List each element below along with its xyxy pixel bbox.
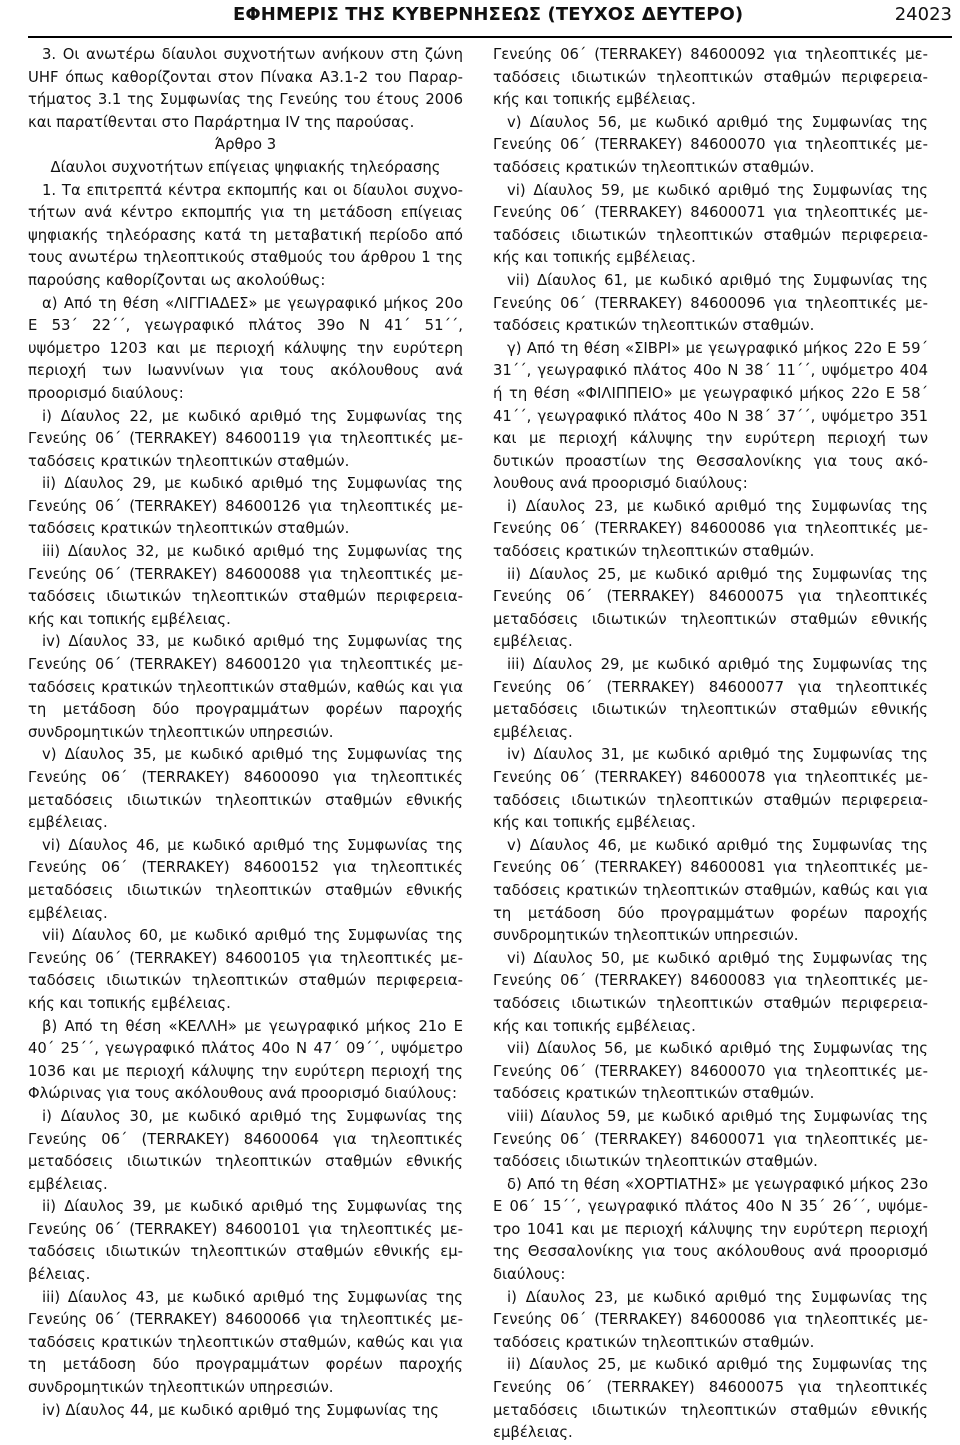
page-header	[28, 0, 952, 38]
list-item: i) Δίαυλος 22, με κωδικό αριθμό της Συμφωνίας της Γενεύης 06΄ (TERRAKEY) 84600119 για τηλεοπτικές με‐ταδόσεις κρατικών τηλεοπτικών σταθμών.	[28, 407, 463, 470]
paragraph: δ) Από τη θέση «ΧΟΡΤΙΑΤΗΣ» με γεωγραφικό μήκος 23ο Ε 06΄ 15΄΄, γεωγραφικό πλάτος 40ο Ν 35΄ 26΄΄, υψόμε‐τρο 1041 και με περιοχή κάλυψης την ευρύτερη περιοχή της Θεσσαλονίκης για τους ακόλουθους ανά προορισμό διαύλους:	[493, 1175, 928, 1284]
paragraph: 1. Τα επιτρεπτά κέντρα εκπομπής και οι δίαυλοι συχνο‐τήτων ανά κέντρο εκπομπής για τη μετάδοση επίγειας ψηφιακής τηλεόρασης κατά τη μεταβατική περίοδο από τους ανωτέρω τηλεοπτικούς σταθμούς του άρθρου 1 της παρούσης καθορίζονται ως ακολούθως:	[28, 181, 463, 289]
paragraph-continued: Γενεύης 06΄ (TERRAKEY) 84600092 για τηλεοπτικές με‐ταδόσεις ιδιωτικών τηλεοπτικών σταθμών περιφερεια‐κής και τοπικής εμβέλειας.	[493, 46, 928, 109]
list-item: iv) Δίαυλος 44, με κωδικό αριθμό της Συμφωνίας της	[42, 1401, 439, 1419]
list-item: viii) Δίαυλος 59, με κωδικό αριθμό της Συμφωνίας της Γενεύης 06΄ (TERRAKEY) 84600071 για τηλεοπτικές με‐ταδόσεις ιδιωτικών τηλεοπτικών σταθμών.	[493, 1107, 928, 1171]
list-item: v) Δίαυλος 35, με κωδικό αριθμό της Συμφωνίας της Γενεύης 06΄ (TERRAKEY) 84600090 για τηλεοπτικές μεταδόσεις ιδιωτικών τηλεοπτικών σταθμών εθνικής εμβέλειας.	[28, 746, 463, 832]
list-item: ii) Δίαυλος 29, με κωδικό αριθμό της Συμφωνίας της Γενεύης 06΄ (TERRAKEY) 84600126 για τηλεοπτικές με‐ταδόσεις κρατικών τηλεοπτικών σταθμών.	[28, 475, 463, 538]
list-item: v) Δίαυλος 46, με κωδικό αριθμό της Συμφωνίας της Γενεύης 06΄ (TERRAKEY) 84600081 για τηλεοπτικές με‐ταδόσεις κρατικών τηλεοπτικών σταθμών, καθώς και για τη μετάδοση δύο προγραμμάτων φορέων παροχής συνδρομητικών τηλεοπτικών υπηρεσιών.	[493, 836, 928, 945]
list-item: i) Δίαυλος 30, με κωδικό αριθμό της Συμφωνίας της Γενεύης 06΄ (TERRAKEY) 84600064 για τηλεοπτικές μεταδόσεις ιδιωτικών τηλεοπτικών σταθμών εθνικής εμβέλειας.	[28, 1107, 463, 1193]
list-item: vii) Δίαυλος 61, με κωδικό αριθμό της Συμφωνίας της Γενεύης 06΄ (TERRAKEY) 84600096 για τηλεοπτικές με‐ταδόσεις κρατικών τηλεοπτικών σταθμών.	[493, 271, 928, 335]
list-item: vii) Δίαυλος 56, με κωδικό αριθμό της Συμφωνίας της Γενεύης 06΄ (TERRAKEY) 84600070 για τηλεοπτικές με‐ταδόσεις κρατικών τηλεοπτικών σταθμών.	[493, 1040, 928, 1103]
list-item: i) Δίαυλος 23, με κωδικό αριθμό της Συμφωνίας της Γενεύης 06΄ (TERRAKEY) 84600086 για τηλεοπτικές με‐ταδόσεις κρατικών τηλεοπτικών σταθμών.	[493, 497, 928, 561]
paragraph: 3. Οι ανωτέρω δίαυλοι συχνοτήτων ανήκουν στη ζώνη UHF όπως καθορίζονται στον Πίνακα Α3.1‐2 του Παραρ‐τήματος 3.1 της Συμφωνίας της Γενεύης του έτους 2006 και παρατίθενται στο Παράρτημα IV της παρούσας.	[28, 46, 463, 131]
article-heading: Άρθρο 3	[214, 136, 277, 154]
list-item: ii) Δίαυλος 25, με κωδικό αριθμό της Συμφωνίας της Γενεύης 06΄ (TERRAKEY) 84600075 για τηλεοπτικές μεταδόσεις ιδιωτικών τηλεοπτικών σταθμών εθνικής εμβέλειας.	[493, 565, 928, 651]
list-item: iv) Δίαυλος 31, με κωδικό αριθμό της Συμφωνίας της Γενεύης 06΄ (TERRAKEY) 84600078 για τηλεοπτικές με‐ταδόσεις ιδιωτικών τηλεοπτικών σταθμών περιφερεια‐κής και τοπικής εμβέλειας.	[493, 746, 928, 832]
gazette-title: ΕΦΗΜΕΡΙΣ ΤΗΣ ΚΥΒΕΡΝΗΣΕΩΣ (ΤΕΥΧΟΣ ΔΕΥΤΕΡΟ)	[233, 4, 744, 25]
list-item: iii) Δίαυλος 43, με κωδικό αριθμό της Συμφωνίας της Γενεύης 06΄ (TERRAKEY) 84600066 για τηλεοπτικές με‐ταδόσεις κρατικών τηλεοπτικών σταθμών, καθώς και για τη μετάδοση δύο προγραμμάτων φορέων παροχής συνδρομητικών τηλεοπτικών υπηρεσιών.	[28, 1288, 463, 1397]
paragraph: γ) Από τη θέση «ΣΙΒΡΙ» με γεωγραφικό μήκος 22ο Ε 59΄ 31΄΄, γεωγραφικό πλάτος 40ο Ν 38΄ 11΄΄, υψόμετρο 404 ή τη θέση «ΦΙΛΙΠΠΕΙΟ» με γεωγραφικό μήκος 22ο Ε 58΄ 41΄΄, γεωγραφικό πλάτος 40ο Ν 38΄ 37΄΄, υψόμετρο 351 και με περιοχή κάλυψης την ευρύτερη περιοχή των δυτικών προαστίων της Θεσσαλονίκης για τους ακό‐λουθους ανά προορισμό διαύλους:	[493, 339, 928, 493]
list-item: ii) Δίαυλος 39, με κωδικό αριθμό της Συμφωνίας της Γενεύης 06΄ (TERRAKEY) 84600101 για τηλεοπτικές με‐ταδόσεις ιδιωτικών τηλεοπτικών σταθμών εθνικής εμ‐βέλειας.	[28, 1198, 463, 1284]
list-item: iv) Δίαυλος 33, με κωδικό αριθμό της Συμφωνίας της Γενεύης 06΄ (TERRAKEY) 84600120 για τηλεοπτικές με‐ταδόσεις κρατικών τηλεοπτικών σταθμών, καθώς και για τη μετάδοση δύο προγραμμάτων φορέων παροχής συνδρομητικών τηλεοπτικών υπηρεσιών.	[28, 633, 463, 741]
list-item: vii) Δίαυλος 60, με κωδικό αριθμό της Συμφωνίας της Γενεύης 06΄ (TERRAKEY) 84600105 για τηλεοπτικές με‐ταδόσεις ιδιωτικών τηλεοπτικών σταθμών περιφερεια‐κής και τοπικής εμβέλειας.	[28, 927, 463, 1012]
list-item: iii) Δίαυλος 32, με κωδικό αριθμό της Συμφωνίας της Γενεύης 06΄ (TERRAKEY) 84600088 για τηλεοπτικές με‐ταδόσεις ιδιωτικών τηλεοπτικών σταθμών περιφερεια‐κής και τοπικής εμβέλειας.	[28, 543, 463, 628]
list-item: v) Δίαυλος 56, με κωδικό αριθμό της Συμφωνίας της Γενεύης 06΄ (TERRAKEY) 84600070 για τηλεοπτικές με‐ταδόσεις κρατικών τηλεοπτικών σταθμών.	[493, 113, 928, 176]
left-column	[28, 44, 463, 1422]
list-item: i) Δίαυλος 23, με κωδικό αριθμό της Συμφωνίας της Γενεύης 06΄ (TERRAKEY) 84600086 για τηλεοπτικές με‐ταδόσεις κρατικών τηλεοπτικών σταθμών.	[493, 1288, 928, 1351]
list-item: vi) Δίαυλος 46, με κωδικό αριθμό της Συμφωνίας της Γενεύης 06΄ (TERRAKEY) 84600152 για τηλεοπτικές μεταδόσεις ιδιωτικών τηλεοπτικών σταθμών εθνικής εμβέλειας.	[28, 836, 463, 922]
list-item: iii) Δίαυλος 29, με κωδικό αριθμό της Συμφωνίας της Γενεύης 06΄ (TERRAKEY) 84600077 για τηλεοπτικές μεταδόσεις ιδιωτικών τηλεοπτικών σταθμών εθνικής εμβέλειας.	[493, 656, 928, 741]
list-item: ii) Δίαυλος 25, με κωδικό αριθμό της Συμφωνίας της Γενεύης 06΄ (TERRAKEY) 84600075 για τηλεοπτικές μεταδόσεις ιδιωτικών τηλεοπτικών σταθμών εθνικής εμβέλειας.	[493, 1356, 928, 1442]
list-item: vi) Δίαυλος 50, με κωδικό αριθμό της Συμφωνίας της Γενεύης 06΄ (TERRAKEY) 84600083 για τηλεοπτικές με‐ταδόσεις ιδιωτικών τηλεοπτικών σταθμών περιφερεια‐κής και τοπικής εμβέλειας.	[493, 949, 928, 1035]
paragraph: α) Από τη θέση «ΛΙΓΓΙΑΔΕΣ» με γεωγραφικό μήκος 20ο Ε 53΄ 22΄΄, γεωγραφικό πλάτος 39ο Ν 41΄ 51΄΄, υψόμετρο 1203 και με περιοχή κάλυψης την ευρύτερη περιοχή των Ιωαννίνων για τους ακόλουθους ανά προορισμό διαύλους:	[28, 294, 463, 402]
page-number: 24023	[894, 4, 952, 25]
list-item: vi) Δίαυλος 59, με κωδικό αριθμό της Συμφωνίας της Γενεύης 06΄ (TERRAKEY) 84600071 για τηλεοπτικές με‐ταδόσεις ιδιωτικών τηλεοπτικών σταθμών περιφερεια‐κής και τοπικής εμβέλειας.	[493, 181, 928, 267]
paragraph: β) Από τη θέση «ΚΕΛΛΗ» με γεωγραφικό μήκος 21ο Ε 40΄ 25΄΄, γεωγραφικό πλάτος 40ο Ν 47΄ 09΄΄, υψόμετρο 1036 και με περιοχή κάλυψης την ευρύτερη περιοχή της Φλώρινας για τους ακόλουθους ανά προορισμό διαύλους:	[28, 1017, 463, 1103]
right-column	[493, 44, 928, 1445]
article-subheading: Δίαυλοι συχνοτήτων επίγειας ψηφιακής τηλεόρασης	[50, 158, 441, 176]
